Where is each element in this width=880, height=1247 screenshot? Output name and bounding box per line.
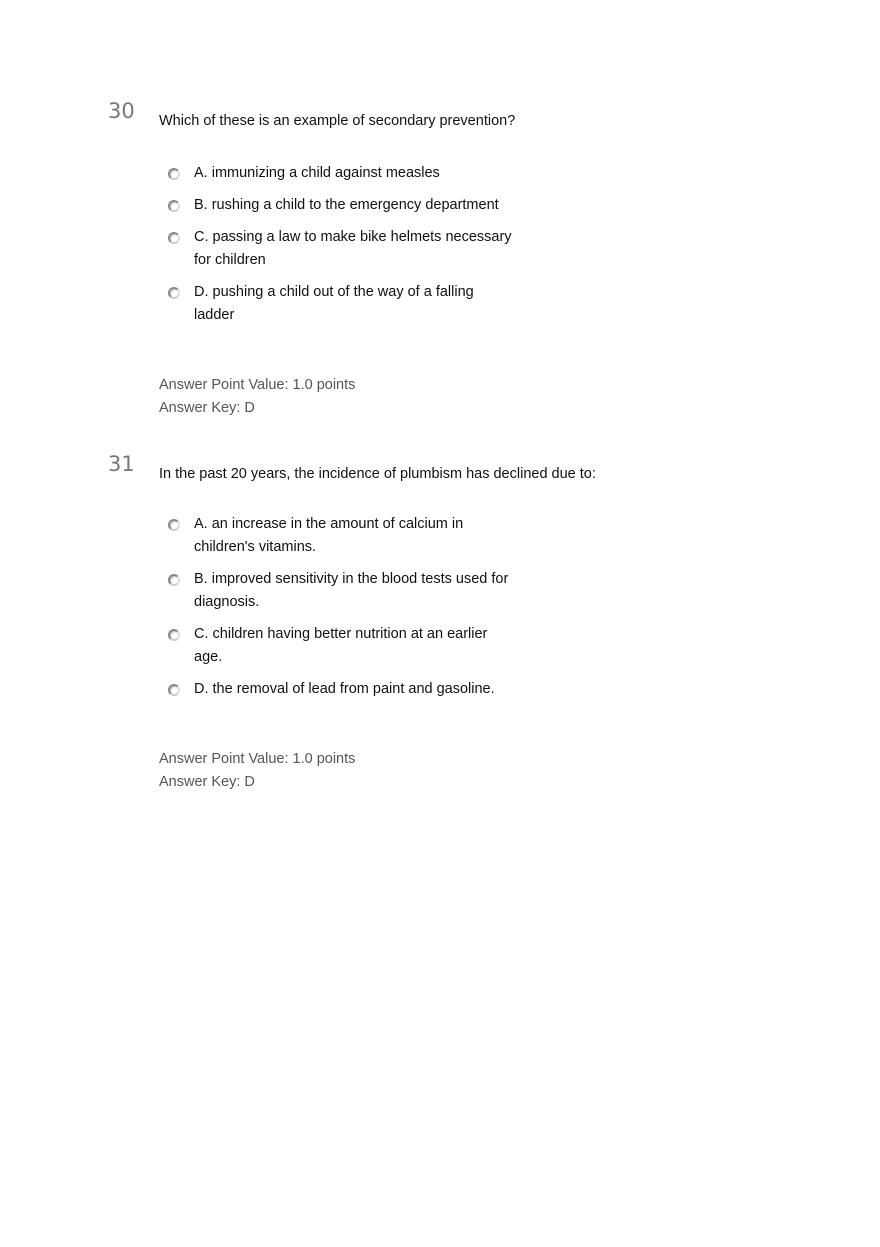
option-b[interactable] bbox=[165, 568, 514, 614]
radio-button-icon[interactable] bbox=[168, 200, 180, 212]
option-b[interactable] bbox=[165, 194, 514, 217]
radio-button-icon[interactable] bbox=[168, 168, 180, 180]
option-c[interactable] bbox=[165, 226, 514, 272]
option-d[interactable] bbox=[165, 678, 514, 701]
option-label: A. immunizing a child against measles bbox=[194, 165, 440, 181]
question-number: 31 bbox=[108, 452, 135, 476]
question-number: 30 bbox=[108, 99, 135, 123]
radio-button-icon[interactable] bbox=[168, 684, 180, 696]
radio-button-icon[interactable] bbox=[168, 519, 180, 531]
option-label: A. an increase in the amount of calcium in children's vitamins. bbox=[194, 516, 464, 555]
option-label: C. passing a law to make bike helmets necessary for children bbox=[194, 229, 512, 268]
question-text: In the past 20 years, the incidence of plumbism has declined due to: bbox=[159, 466, 596, 482]
option-label: D. the removal of lead from paint and gasoline. bbox=[194, 681, 495, 697]
radio-button-icon[interactable] bbox=[168, 232, 180, 244]
option-label: D. pushing a child out of the way of a falling ladder bbox=[194, 284, 474, 323]
option-label: B. improved sensitivity in the blood tests used for diagnosis. bbox=[194, 571, 509, 610]
option-label: B. rushing a child to the emergency department bbox=[194, 197, 499, 213]
option-a[interactable] bbox=[165, 162, 514, 185]
answer-key: Answer Key: D bbox=[159, 400, 255, 416]
question-text: Which of these is an example of secondary prevention? bbox=[159, 113, 516, 129]
option-label: C. children having better nutrition at an earlier age. bbox=[194, 626, 488, 665]
option-a[interactable] bbox=[165, 513, 514, 559]
answer-point-value: Answer Point Value: 1.0 points bbox=[159, 377, 356, 393]
answer-point-value: Answer Point Value: 1.0 points bbox=[159, 751, 356, 767]
option-c[interactable] bbox=[165, 623, 514, 669]
radio-button-icon[interactable] bbox=[168, 629, 180, 641]
answer-key: Answer Key: D bbox=[159, 774, 255, 790]
radio-button-icon[interactable] bbox=[168, 574, 180, 586]
option-d[interactable] bbox=[165, 281, 514, 327]
radio-button-icon[interactable] bbox=[168, 287, 180, 299]
